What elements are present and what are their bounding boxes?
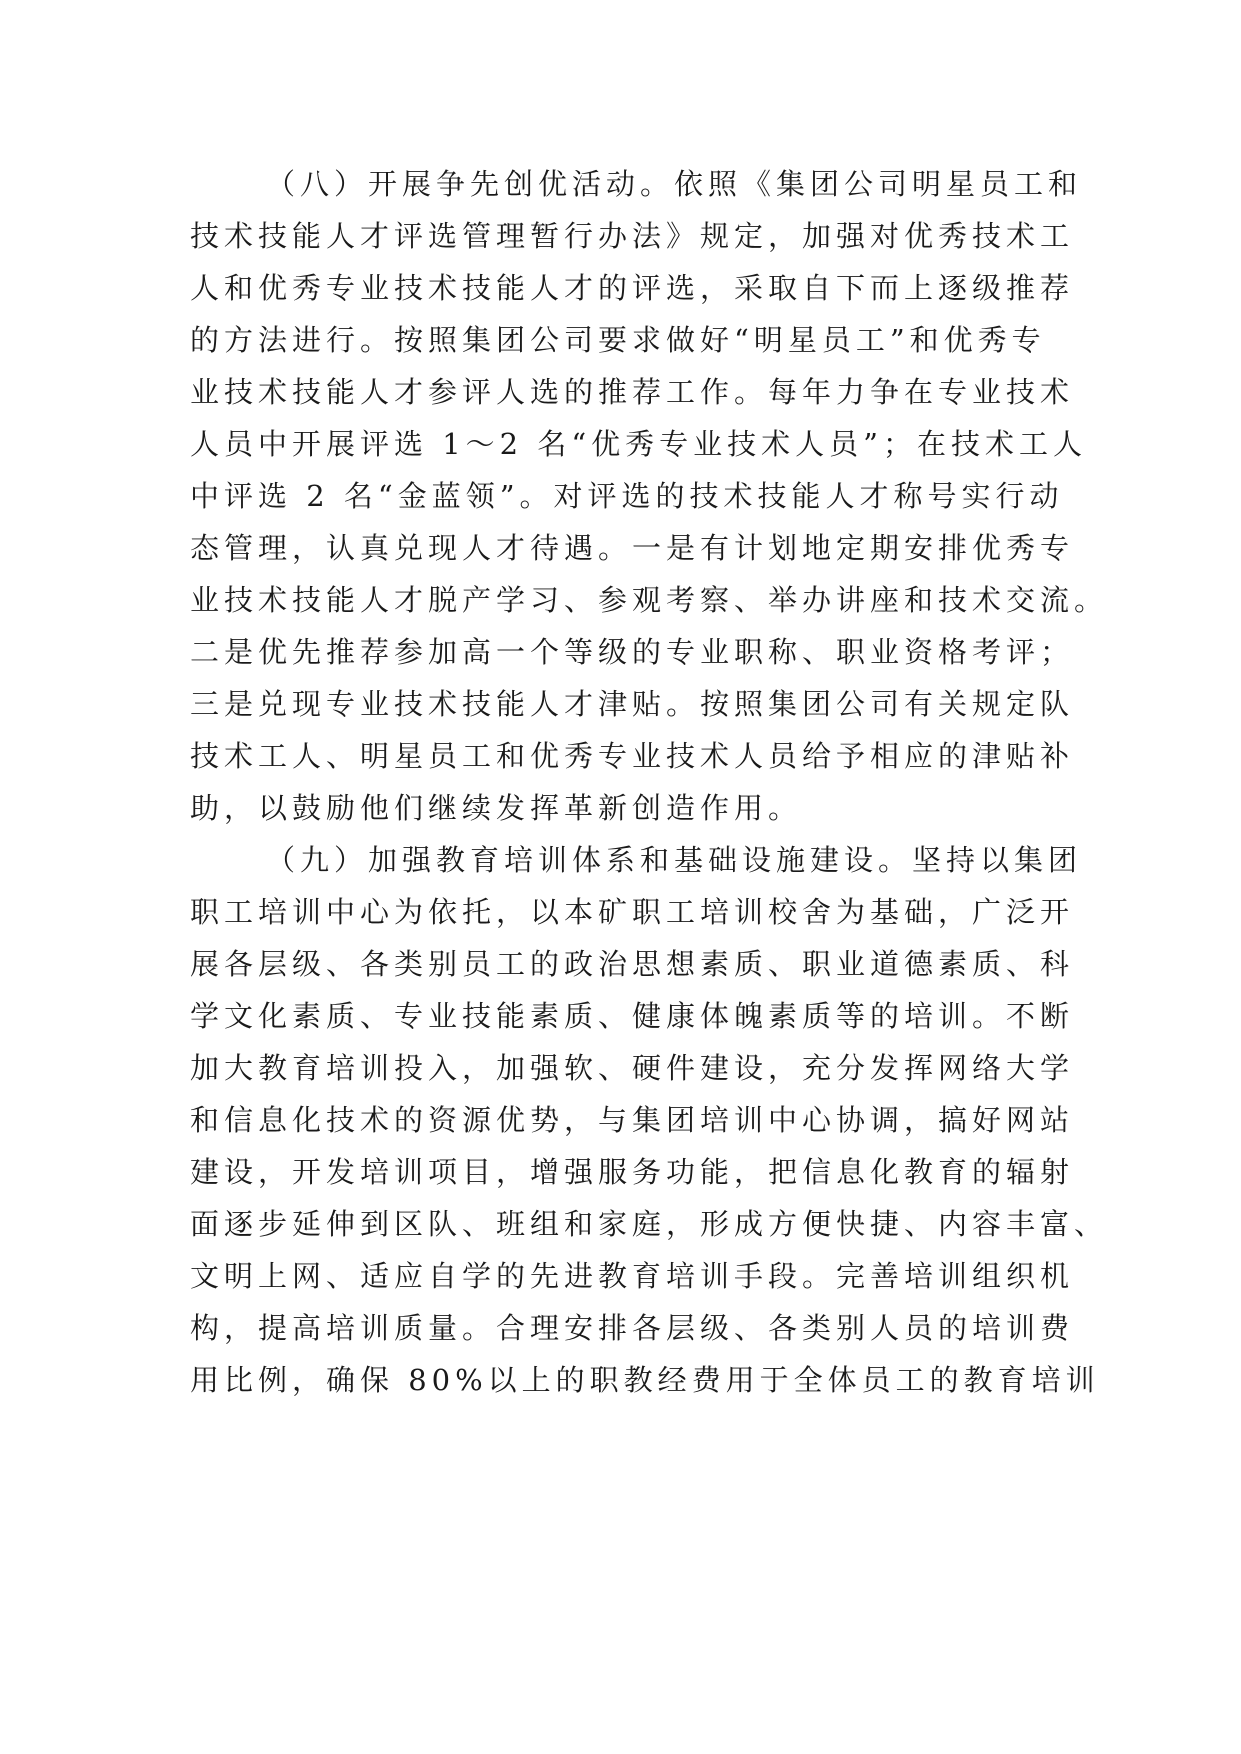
- text-line: 技术技能人才评选管理暂行办法》规定，加强对优秀技术工: [190, 219, 1075, 253]
- text-line: （九）加强教育培训体系和基础设施建设。坚持以集团: [266, 843, 1083, 877]
- text-line: 建设，开发培训项目，增强服务功能，把信息化教育的辐射: [190, 1155, 1075, 1189]
- text-line: 人和优秀专业技术技能人才的评选，采取自下而上逐级推荐: [190, 271, 1075, 305]
- text-line: 人员中开展评选 1～2 名“优秀专业技术人员”；在技术工人: [190, 427, 1087, 461]
- text-line: 中评选 2 名“金蓝领”。对评选的技术技能人才称号实行动: [190, 479, 1064, 513]
- text-line: 用比例，确保 80%以上的职教经费用于全体员工的教育培训: [190, 1363, 1100, 1397]
- text-line: 文明上网、适应自学的先进教育培训手段。完善培训组织机: [190, 1259, 1075, 1293]
- text-line: 态管理，认真兑现人才待遇。一是有计划地定期安排优秀专: [190, 531, 1075, 565]
- text-line: 助，以鼓励他们继续发挥革新创造作用。: [190, 791, 803, 825]
- text-line: 和信息化技术的资源优势，与集团培训中心协调，搞好网站: [190, 1103, 1075, 1137]
- text-line: 构，提高培训质量。合理安排各层级、各类别人员的培训费: [190, 1311, 1075, 1345]
- paragraph-9: [190, 834, 1109, 1406]
- text-line: 加大教育培训投入，加强软、硬件建设，充分发挥网络大学: [190, 1051, 1075, 1085]
- text-line: 学文化素质、专业技能素质、健康体魄素质等的培训。不断: [190, 999, 1075, 1033]
- text-line: 的方法进行。按照集团公司要求做好“明星员工”和优秀专: [190, 323, 1046, 357]
- text-line: 业技术技能人才参评人选的推荐工作。每年力争在专业技术: [190, 375, 1075, 409]
- paragraph-8: [190, 158, 1109, 834]
- text-line: 技术工人、明星员工和优秀专业技术人员给予相应的津贴补: [190, 739, 1075, 773]
- document-body: [190, 158, 1109, 1406]
- text-line: 职工培训中心为依托，以本矿职工培训校舍为基础，广泛开: [190, 895, 1075, 929]
- text-line: 二是优先推荐参加高一个等级的专业职称、职业资格考评；: [190, 635, 1075, 669]
- text-line: 三是兑现专业技术技能人才津贴。按照集团公司有关规定队: [190, 687, 1075, 721]
- text-line: 展各层级、各类别员工的政治思想素质、职业道德素质、科: [190, 947, 1075, 981]
- text-line: 面逐步延伸到区队、班组和家庭，形成方便快捷、内容丰富、: [190, 1207, 1109, 1241]
- text-line: 业技术技能人才脱产学习、参观考察、举办讲座和技术交流。: [190, 583, 1109, 617]
- text-line: （八）开展争先创优活动。依照《集团公司明星员工和: [266, 167, 1083, 201]
